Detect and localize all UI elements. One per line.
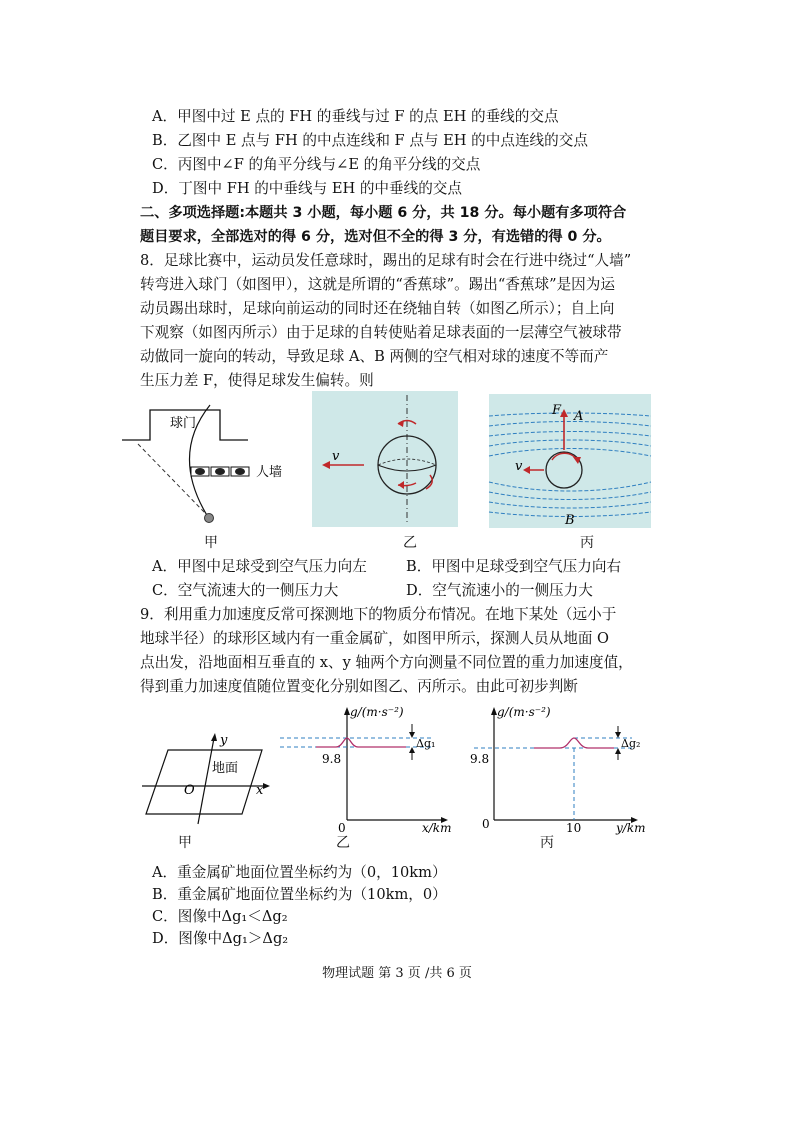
- page-footer: 物理试题 第 3 页 /共 6 页: [322, 966, 472, 981]
- q8-option-d: D．空气流速小的一侧压力大: [406, 582, 593, 599]
- ground-label: 地面: [212, 761, 239, 776]
- q9-option-d: D．图像中Δg₁＞Δg₂: [152, 930, 289, 947]
- section-header-line-2: 题目要求，全部选对的得 6 分，选对但不全的得 3 分，有选错的得 0 分。: [140, 229, 611, 245]
- q8-stem-line-4: 下观察（如图丙所示）由于足球的自转使贴着足球表面的一层薄空气被球带: [140, 324, 622, 341]
- origin-zero-label: 0: [338, 821, 346, 835]
- q8-figure-jia: [118, 400, 298, 530]
- prev-option-a: A．甲图中过 E 点的 FH 的垂线与过 F 的点 EH 的垂线的交点: [152, 108, 559, 125]
- q9-caption-bing: 丙: [540, 835, 554, 851]
- origin-label: O: [184, 783, 195, 798]
- q9-option-c: C．图像中Δg₁＜Δg₂: [152, 908, 288, 925]
- g-axis-label: g/(m·s⁻²): [350, 705, 404, 719]
- q8-figure-bing: [489, 394, 651, 528]
- q9-figure-yi: [276, 700, 456, 838]
- q8-caption-bing: 丙: [580, 535, 594, 551]
- x-km-label: x/km: [422, 821, 452, 835]
- q9-caption-yi: 乙: [336, 835, 350, 851]
- q9-stem-line-1: 9．利用重力加速度反常可探测地下的物质分布情况。在地下某处（远小于: [140, 606, 617, 623]
- q8-stem-line-2: 转弯进入球门（如图甲），这就是所谓的“香蕉球”。踢出“香蕉球”是因为运: [140, 276, 615, 293]
- ten-km-tick-label: 10: [566, 821, 582, 835]
- prev-option-d: D．丁图中 FH 的中垂线与 EH 的中垂线的交点: [152, 180, 462, 197]
- delta-g2-label: Δg₂: [621, 737, 641, 750]
- q8-caption-jia: 甲: [204, 535, 218, 551]
- wall-label: 人墙: [256, 465, 283, 480]
- q8-option-c: C．空气流速大的一侧压力大: [152, 582, 339, 599]
- point-a-label: A: [574, 409, 584, 424]
- point-b-label: B: [565, 513, 575, 528]
- g-value-label: 9.8: [470, 752, 490, 766]
- q9-stem-line-4: 得到重力加速度值随位置变化分别如图乙、丙所示。由此可初步判断: [140, 678, 578, 695]
- ball-icon: [205, 514, 214, 523]
- q9-option-b: B．重金属矿地面位置坐标约为（10km，0）: [152, 886, 447, 903]
- q8-caption-yi: 乙: [403, 535, 417, 551]
- q8-stem-line-3: 动员踢出球时，足球向前运动的同时还在绕轴自转（如图乙所示）；自上向: [140, 300, 615, 317]
- q9-stem-line-3: 点出发，沿地面相互垂直的 x、y 轴两个方向测量不同位置的重力加速度值，: [140, 654, 633, 671]
- q9-figure-bing: [470, 700, 654, 838]
- g-value-label: 9.8: [322, 752, 342, 766]
- y-km-label: y/km: [616, 821, 646, 835]
- section-header-line-1: 二、多项选择题:本题共 3 小题，每小题 6 分，共 18 分。每小题有多项符合: [140, 205, 627, 221]
- q8-stem-line-1: 8．足球比赛中，运动员发任意球时，踢出的足球有时会在行进中绕过“人墙”: [140, 252, 632, 269]
- prev-option-c: C．丙图中∠F 的角平分线与∠E 的角平分线的交点: [152, 156, 481, 173]
- q8-figure-yi: [312, 391, 458, 527]
- q9-option-a: A．重金属矿地面位置坐标约为（0，10km）: [152, 864, 447, 881]
- q8-option-b: B．甲图中足球受到空气压力向右: [406, 558, 622, 575]
- velocity-label: v: [332, 449, 340, 464]
- velocity-label: v: [515, 459, 523, 474]
- delta-g1-label: Δg₁: [416, 737, 436, 750]
- force-label: F: [552, 403, 562, 418]
- x-axis-label: x: [256, 783, 264, 798]
- q9-caption-jia: 甲: [178, 835, 192, 851]
- q8-option-a: A．甲图中足球受到空气压力向左: [152, 558, 367, 575]
- prev-option-b: B．乙图中 E 点与 FH 的中点连线和 F 点与 EH 的中点连线的交点: [152, 132, 588, 149]
- origin-zero-label: 0: [482, 817, 490, 831]
- q8-stem-line-5: 动做同一旋向的转动，导致足球 A、B 两侧的空气相对球的速度不等而产: [140, 348, 609, 365]
- q9-stem-line-2: 地球半径）的球形区域内有一重金属矿，如图甲所示，探测人员从地面 O: [140, 630, 610, 647]
- y-axis-label: y: [220, 733, 228, 748]
- q9-figure-jia: [140, 728, 276, 828]
- q8-stem-line-6: 生压力差 F，使得足球发生偏转。则: [140, 372, 374, 389]
- g-axis-label: g/(m·s⁻²): [497, 705, 551, 719]
- goal-label: 球门: [170, 416, 197, 431]
